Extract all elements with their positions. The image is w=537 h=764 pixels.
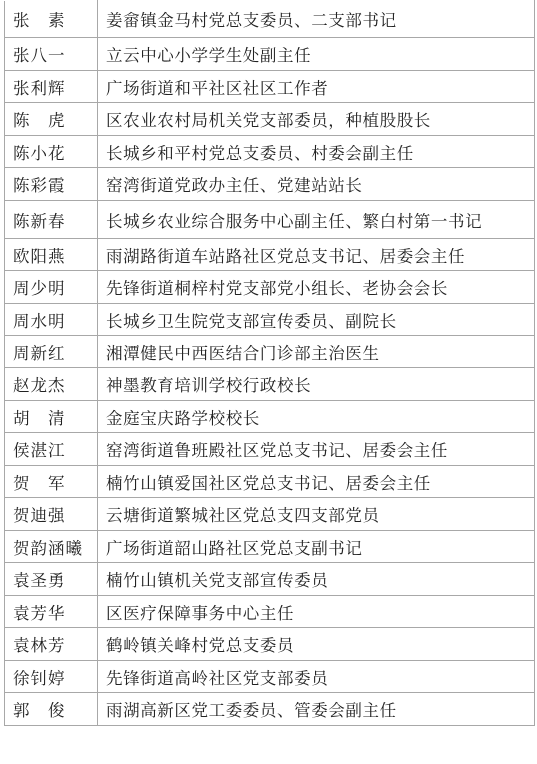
person-title: 广场街道韶山路社区党总支副书记 (98, 531, 535, 563)
person-title: 雨湖路街道车站路社区党总支书记、居委会主任 (98, 239, 535, 271)
roster-table-body (5, 1, 535, 726)
person-name: 袁芳华 (5, 596, 98, 628)
person-title: 楠竹山镇爱国社区党总支书记、居委会主任 (98, 466, 535, 498)
table-row (5, 368, 535, 401)
person-title: 湘潭健民中西医结合门诊部主治医生 (98, 336, 535, 368)
person-title: 先锋街道高岭社区党支部委员 (98, 661, 535, 693)
person-name: 侯湛江 (5, 433, 98, 466)
person-name: 张八一 (5, 38, 98, 71)
person-name: 贺 军 (5, 466, 98, 498)
person-title: 区农业农村局机关党支部委员，种植股股长 (98, 103, 535, 136)
table-row (5, 498, 535, 531)
person-title: 云塘街道繁城社区党总支四支部党员 (98, 498, 535, 531)
table-row (5, 433, 535, 466)
table-row (5, 466, 535, 498)
table-row (5, 1, 535, 38)
table-row (5, 201, 535, 239)
person-name: 贺韵涵曦 (5, 531, 98, 563)
person-title: 区医疗保障事务中心主任 (98, 596, 535, 628)
person-title: 鹤岭镇关峰村党总支委员 (98, 628, 535, 661)
person-name: 陈新春 (5, 201, 98, 239)
person-title: 窑湾街道鲁班殿社区党总支书记、居委会主任 (98, 433, 535, 466)
table-row (5, 168, 535, 201)
person-name: 周水明 (5, 304, 98, 336)
table-row (5, 693, 535, 726)
person-name: 张 素 (5, 1, 98, 38)
person-name: 赵龙杰 (5, 368, 98, 401)
table-row (5, 401, 535, 433)
person-title: 窑湾街道党政办主任、党建站站长 (98, 168, 535, 201)
table-row (5, 103, 535, 136)
person-title: 楠竹山镇机关党支部宣传委员 (98, 563, 535, 596)
table-row (5, 596, 535, 628)
person-title: 姜畲镇金马村党总支委员、二支部书记 (98, 1, 535, 38)
person-name: 周少明 (5, 271, 98, 304)
table-row (5, 563, 535, 596)
table-row (5, 304, 535, 336)
person-title: 金庭宝庆路学校校长 (98, 401, 535, 433)
person-name: 陈彩霞 (5, 168, 98, 201)
person-name: 周新红 (5, 336, 98, 368)
table-row (5, 38, 535, 71)
table-row (5, 271, 535, 304)
person-name: 贺迪强 (5, 498, 98, 531)
person-title: 长城乡卫生院党支部宣传委员、副院长 (98, 304, 535, 336)
person-name: 胡 清 (5, 401, 98, 433)
table-row (5, 531, 535, 563)
person-name: 袁林芳 (5, 628, 98, 661)
table-row (5, 71, 535, 103)
person-title: 长城乡和平村党总支委员、村委会副主任 (98, 136, 535, 168)
table-row (5, 336, 535, 368)
person-name: 欧阳燕 (5, 239, 98, 271)
person-name: 陈小花 (5, 136, 98, 168)
person-name: 袁圣勇 (5, 563, 98, 596)
person-title: 立云中心小学学生处副主任 (98, 38, 535, 71)
person-name: 徐钊婷 (5, 661, 98, 693)
person-title: 雨湖高新区党工委委员、管委会副主任 (98, 693, 535, 726)
roster-table (4, 0, 535, 726)
table-row (5, 239, 535, 271)
person-name: 张利辉 (5, 71, 98, 103)
table-row (5, 661, 535, 693)
person-title: 先锋街道桐梓村党支部党小组长、老协会会长 (98, 271, 535, 304)
table-row (5, 628, 535, 661)
person-title: 神墨教育培训学校行政校长 (98, 368, 535, 401)
person-title: 长城乡农业综合服务中心副主任、繁白村第一书记 (98, 201, 535, 239)
person-name: 陈 虎 (5, 103, 98, 136)
table-row (5, 136, 535, 168)
person-name: 郭 俊 (5, 693, 98, 726)
person-title: 广场街道和平社区社区工作者 (98, 71, 535, 103)
